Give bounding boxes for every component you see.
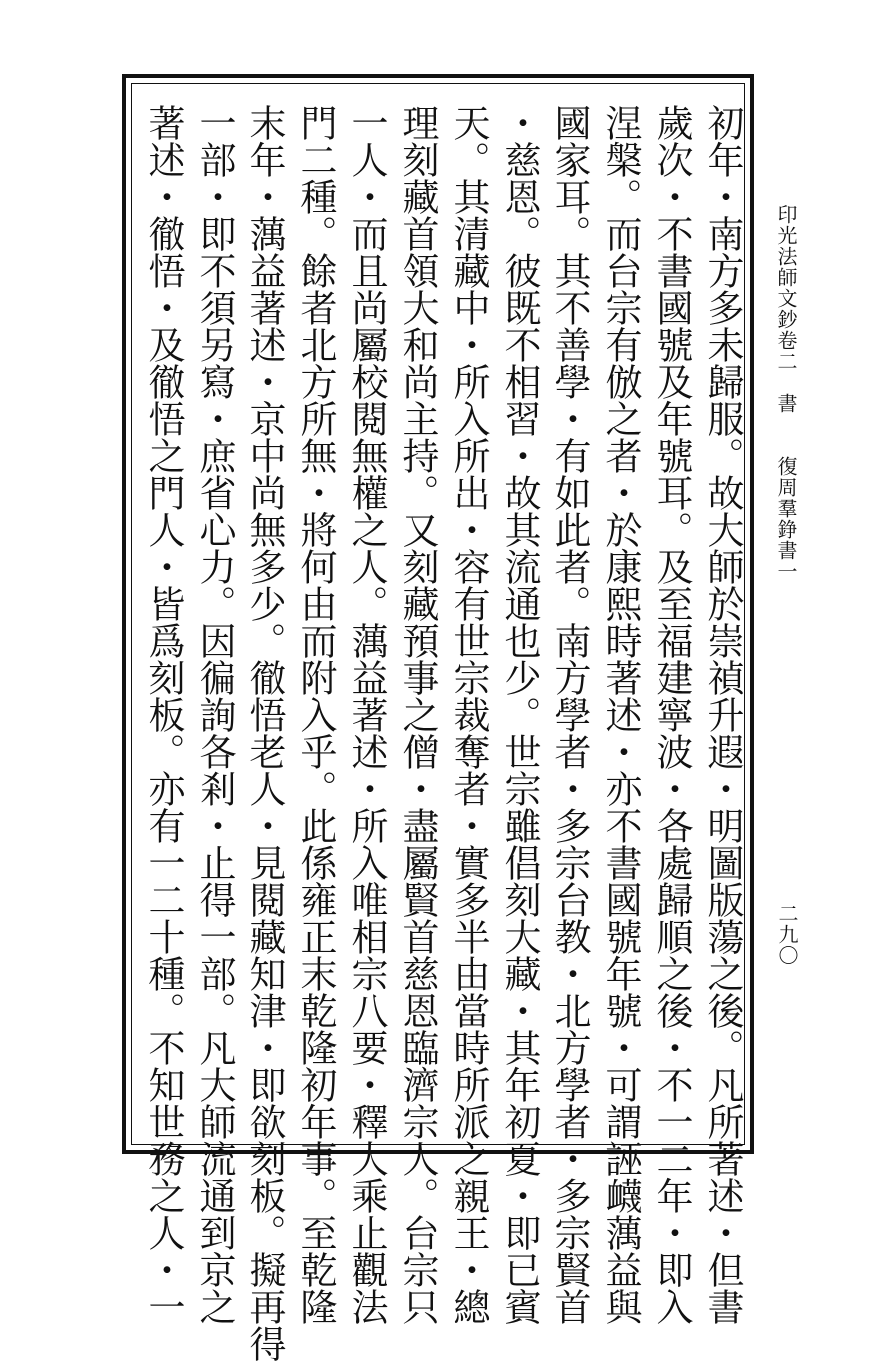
text-column-12: 著述・徹悟・及徹悟之門人・皆爲刻板。亦有一二十種。不知世務之人・一 [142, 104, 185, 1325]
text-column-1: 初年・南方多未歸服。故大師於崇禎升遐・明圖版蕩之後。凡所著述・但書 [701, 104, 744, 1325]
text-column-9: 門二種。餘者北方所無・將何由而附入乎。此係雍正末乾隆初年事。至乾隆 [294, 104, 337, 1325]
text-column-10: 末年・蕅益著述・京中尚無多少。徹悟老人・見閱藏知津・即欲刻板。擬再得 [243, 104, 286, 1362]
text-column-2: 歲次・不書國號及年號耳。及至福建寧波・各處歸順之後・不一二年・即入 [650, 104, 693, 1325]
text-column-7: 理刻藏首領大和尚主持。又刻藏預事之僧・盡屬賢首慈恩臨濟宗人。台宗只 [396, 104, 439, 1325]
text-column-6: 天。其清藏中・所入所出・容有世宗裁奪者・實多半由當時所派之親王・總 [447, 104, 490, 1325]
text-column-11: 一部・即不須另寫・庶省心力。因徧詢各剎・止得一部。凡大師流通到京之 [193, 104, 236, 1325]
page-number: 二九〇 [775, 903, 799, 966]
text-column-5: ・慈恩。彼既不相習・故其流通也少。世宗雖倡刻大藏・其年初夏・即已賓 [498, 104, 541, 1325]
running-header-title: 印光法師文鈔卷二 書 復周羣錚書一 [774, 204, 798, 582]
text-column-4: 國家耳。其不善學・有如此者。南方學者・多宗台教・北方學者・多宗賢首 [548, 104, 591, 1325]
text-column-3: 涅槃。而台宗有倣之者・於康熙時著述・亦不書國號年號・可謂誣衊蕅益與 [599, 104, 642, 1325]
text-column-8: 一人・而且尚屬校閱無權之人。蕅益著述・所入唯相宗八要・釋大乘止觀法 [345, 104, 388, 1325]
